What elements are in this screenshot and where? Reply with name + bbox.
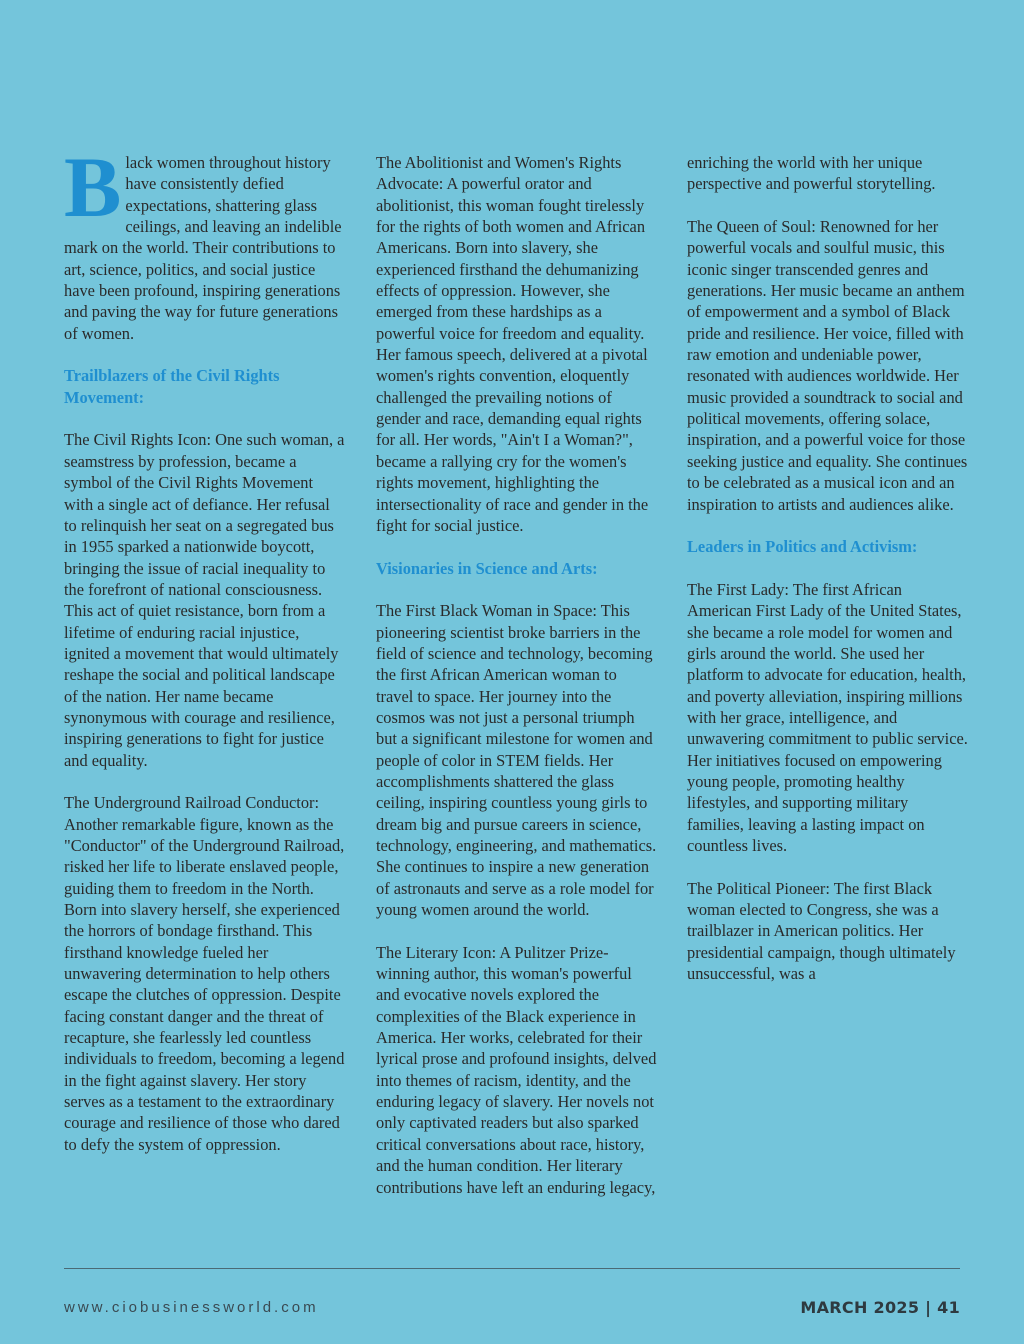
paragraph-first-woman-in-space: The First Black Woman in Space: This pioneering scientist broke barriers in the field of science and technology, becoming the first African American woman to travel to space. Her journey into the cosmos was not just a personal triumph but a significant milestone for women and people of color in STEM fields. Her accomplishments shattered the glass ceiling, inspiring countless young girls to dream big and pursue careers in science, technology, engineering, and mathematics. She continues to inspire a new generation of astronauts and serve as a role model for young women around the world. xyxy=(376,601,657,920)
section-heading-civil-rights: Trailblazers of the Civil Rights Movement: xyxy=(64,366,280,407)
footer-website: www.ciobusinessworld.com xyxy=(64,1299,319,1316)
footer-divider xyxy=(64,1268,960,1269)
paragraph-first-lady: The First Lady: The first African American First Lady of the United States, she became a role model for women and girls around the world. She used her platform to advocate for education, health, and poverty alleviation, inspiring millions with her grace, intelligence, and unwavering commitment to public service. Her initiatives focused on empowering young people, promoting healthy lifestyles, and supporting military families, leaving a lasting impact on countless lives. xyxy=(687,579,968,855)
section-heading-science-arts: Visionaries in Science and Arts: xyxy=(376,558,598,578)
footer-issue-page: MARCH 2025 | 41 xyxy=(800,1298,960,1317)
drop-cap: B xyxy=(64,139,122,235)
intro-paragraph xyxy=(64,139,346,344)
article-column-2 xyxy=(376,152,658,1219)
paragraph-queen-of-soul: The Queen of Soul: Renowned for her powerful vocals and soulful music, this iconic singer transcended genres and generations. Her music became an anthem of empowerment and a symbol of Black pride and resilience. Her voice, filled with raw emotion and undeniable power, resonated with audiences worldwide. Her music provided a soundtrack to social and political movements, offering solace, inspiration, and a powerful voice for those seeking justice and equality. She continues to be celebrated as a musical icon and an inspiration to artists and audiences alike. xyxy=(687,217,968,514)
paragraph-abolitionist: The Abolitionist and Women's Rights Advocate: A powerful orator and abolitionist, this woman fought tirelessly for the rights of both women and African Americans. Born into slavery, she experienced firsthand the dehumanizing effects of oppression. However, she emerged from these hardships as a powerful voice for freedom and equality. Her famous speech, delivered at a pivotal women's rights convention, eloquently challenged the prevailing notions of gender and race, demanding equal rights for all. Her words, "Ain't I a Woman?", became a rallying cry for the women's rights movement, highlighting the intersectionality of race and gender in the fight for social justice. xyxy=(376,153,649,535)
paragraph-civil-rights-icon: The Civil Rights Icon: One such woman, a seamstress by profession, became a symbol of the Civil Rights Movement with a single act of defiance. Her refusal to relinquish her seat on a segregated bus in 1955 sparked a nationwide boycott, bringing the issue of racial inequality to the forefront of national consciousness. This act of quiet resistance, born from a lifetime of enduring racial injustice, ignited a movement that would ultimately reshape the social and political landscape of the nation. Her name became synonymous with courage and resilience, inspiring generations to fight for justice and equality. xyxy=(64,430,345,770)
paragraph-underground-railroad xyxy=(64,792,346,1155)
intro-text: lack women throughout history have consistently defied expectations, shattering glass ceilings, and leaving an indelible mark on the world. Their contributions to art, science, politics, and social justice have been profound, inspiring generations and paving the way for future generations of women. xyxy=(64,153,342,343)
paragraph-political-pioneer: The Political Pioneer: The first Black woman elected to Congress, she was a trailblazer in American politics. Her presidential campaign, though ultimately unsuccessful, was a xyxy=(687,878,956,984)
article-column-1 xyxy=(64,139,346,1177)
section-heading-politics-activism: Leaders in Politics and Activism: xyxy=(687,537,918,557)
paragraph-literary-icon: The Literary Icon: A Pulitzer Prize-winning author, this woman's powerful and evocative novels explored the complexities of the Black experience in America. Her works, celebrated for their lyrical prose and profound insights, delved into themes of racism, identity, and the enduring legacy of slavery. Her novels not only captivated readers but also sparked critical conversations about race, history, and the human condition. Her literary contributions have left an enduring legacy, xyxy=(376,942,657,1197)
article-column-3 xyxy=(687,152,969,1006)
paragraph-underground-railroad-text: The Underground Railroad Conductor: Another remarkable figure, known as the "Conductor" of the Underground Railroad, risked her life to liberate enslaved people, guiding them to freedom in the North. Born into slavery herself, she experienced the horrors of bondage firsthand. This firsthand knowledge fueled her unwavering determination to help others escape the clutches of oppression. Despite facing constant danger and the threat of recapture, she fearlessly led countless individuals to freedom, becoming a legend in the fight against slavery. Her story serves as a testament to the extraordinary courage and resilience of those who dared to defy the system of oppression. xyxy=(64,793,345,1154)
paragraph-literary-icon-cont: enriching the world with her unique perspective and powerful storytelling. xyxy=(687,153,936,194)
